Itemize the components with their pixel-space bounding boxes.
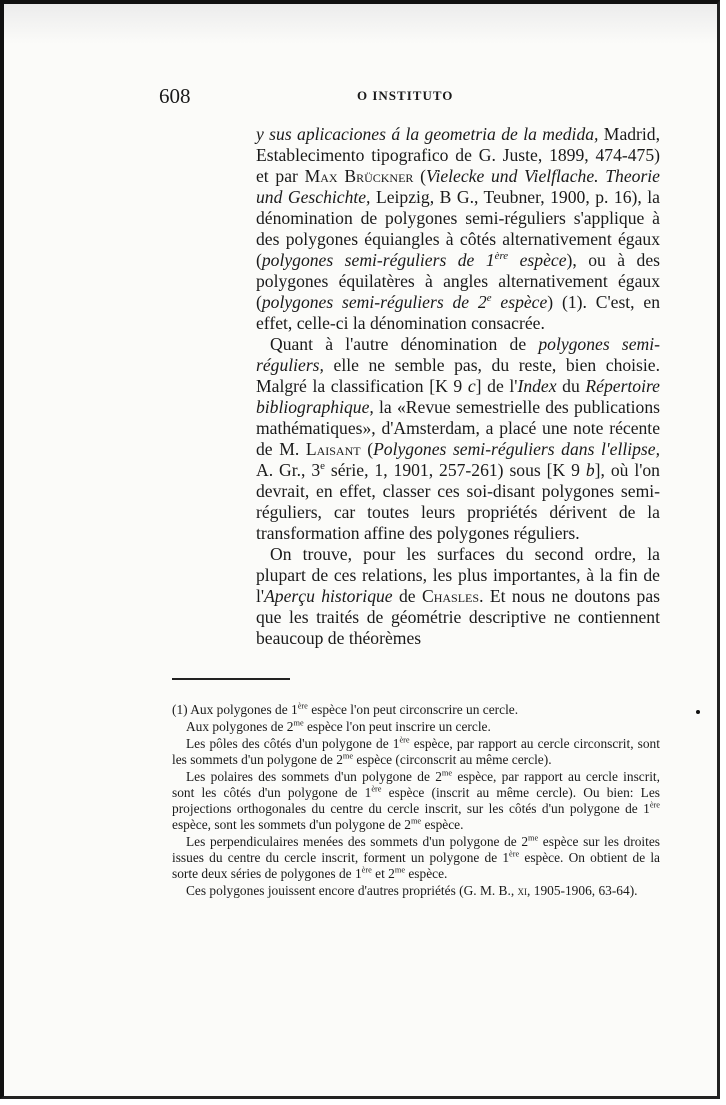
text-run: espèce l'on peut inscrire un cercle. (303, 719, 491, 734)
superscript: ère (399, 735, 410, 745)
superscript: ère (649, 800, 660, 810)
footnote (172, 736, 660, 768)
paragraph (256, 544, 660, 649)
italic-run: polygones semi-réguliers de 2 (261, 292, 487, 312)
superscript: ère (509, 849, 520, 859)
text-run: espèce. On obtient de la sorte deux séries de polygones de 1 (172, 850, 660, 881)
text-run: espèce (inscrit au même cercle). Ou bien: Les projections orthogonales du centre du cercle inscrit, sur les côtés d'un polygone de 1 (172, 785, 660, 816)
text-run: Les perpendiculaires menées des sommets d'un polygone de 2 (186, 834, 529, 849)
text-run: Ces polygones jouissent encore d'autres propriétés (G. M. B., (186, 883, 518, 898)
small-caps-run: Chasles (421, 586, 480, 606)
paragraph (256, 124, 660, 334)
text-run: espèce, sont les sommets d'un polygone de 2 (172, 817, 411, 832)
text-run: (1) Aux polygones de 1 (172, 702, 298, 717)
footnote (172, 702, 660, 718)
italic-run: espèce (491, 292, 548, 312)
superscript: me (410, 816, 422, 826)
superscript: me (394, 865, 405, 875)
text-run: série, 1, 1901, 257-261) sous [K 9 (324, 460, 586, 480)
footnote-divider (172, 678, 290, 680)
text-run: et 2 (371, 866, 395, 881)
superscript: me (441, 768, 453, 778)
italic-run: polygones semi-réguliers de 1 (261, 250, 495, 270)
page-header (159, 84, 659, 110)
text-run: du (556, 376, 586, 396)
margin-mark (696, 710, 700, 714)
text-run: Quant à l'autre dénomination de (270, 334, 539, 354)
small-caps-run: Max Brückner (304, 166, 414, 186)
text-run: ( (413, 166, 426, 186)
italic-run: polygones semi-réguliers, (256, 334, 660, 375)
text-run: ( (360, 439, 374, 459)
text-run: espèce (circonscrit au même cercle). (353, 752, 552, 767)
scan-shading (4, 4, 717, 44)
main-text (256, 124, 660, 649)
footnote (172, 769, 660, 833)
text-run: elle ne semble pas, du reste, bien choisie. Malgré la classification [K 9 (256, 355, 660, 396)
italic-run: espèce (508, 250, 567, 270)
italic-run: y sus aplicaciones á la geometria de la medida, (256, 124, 599, 144)
footnotes (172, 702, 660, 900)
superscript: ère (371, 784, 382, 794)
text-run: Les polaires des sommets d'un polygone de 2 (186, 769, 442, 784)
text-run: Madrid, Establecimento tipografico de G. Juste, 1899, 474-475) et par (256, 124, 660, 186)
text-run: espèce sur les droites issues du centre du cercle inscrit, forment un polygone de 1 (172, 834, 660, 865)
text-run: A. Gr., 3 (256, 460, 321, 480)
superscript: ère (494, 250, 509, 263)
running-head: O INSTITUTO (357, 88, 454, 103)
superscript: ère (361, 865, 372, 875)
text-run: espèce, par rapport au cercle circonscrit, sont les sommets d'un polygone de 2 (172, 736, 660, 767)
footnote (172, 883, 660, 899)
text-run: Les pôles des côtés d'un polygone de 1 (186, 736, 400, 751)
text-run: Aux polygones de 2 (186, 719, 294, 734)
text-run: espèce l'on peut circonscrire un cercle. (307, 702, 519, 717)
text-run: de (392, 586, 422, 606)
page-number: 608 (159, 84, 191, 108)
superscript: me (528, 833, 539, 843)
italic-run: Polygones semi-réguliers dans l'ellipse, (373, 439, 660, 459)
footnote (172, 719, 660, 735)
italic-run: Vielecke und Vielflache. Theorie und Geschichte, (256, 166, 660, 207)
text-run: , 1905-1906, 63-64). (527, 883, 638, 898)
text-run: la «Revue semestrielle des publications mathématiques», d'Amsterdam, a placé une note récente de M. (256, 397, 660, 459)
superscript: e (320, 460, 325, 473)
italic-run: b (585, 460, 595, 480)
italic-run: Index (517, 376, 557, 396)
text-run: ], où l'on devrait, en effet, classer ces soi-disant polygones semi-réguliers, car toutes leurs propriétés dérivent de la transformation affine des polygones réguliers. (256, 460, 660, 543)
text-run: ] de l' (475, 376, 518, 396)
text-run: espèce, par rapport au cercle inscrit, sont les côtés d'un polygone de 1 (172, 769, 660, 800)
superscript: ère (297, 701, 308, 711)
footnote (172, 834, 660, 882)
text-run: On trouve, pour les surfaces du second ordre, la plupart de ces relations, les plus importantes, à la fin de l' (256, 544, 660, 606)
small-caps-run: Laisant (305, 439, 361, 459)
text-run: Leipzig, B G., Teubner, 1900, p. 16), la dénomination de polygones semi-réguliers s'applique à des polygones équiangles à côtés alternativement égaux ( (256, 187, 660, 270)
text-run: espèce. (421, 817, 464, 832)
italic-run: c (467, 376, 476, 396)
italic-run: Aperçu historique (264, 586, 393, 606)
small-caps-run: xi (517, 883, 528, 898)
superscript: me (293, 718, 304, 728)
text-run: . Et nous ne doutons pas que les traités de géométrie descriptive ne contiennent beaucoup de théorèmes (256, 586, 661, 648)
text-run: ) (1). C'est, en effet, celle-ci la dénomination consacrée. (256, 292, 661, 333)
superscript: me (342, 751, 354, 761)
superscript: e (486, 292, 492, 305)
italic-run: Répertoire bibliographique, (256, 376, 660, 417)
text-run: espèce. (405, 866, 448, 881)
paragraph (256, 334, 660, 544)
text-run: ), ou à des polygones équilatères à angles alternativement égaux ( (256, 250, 660, 312)
